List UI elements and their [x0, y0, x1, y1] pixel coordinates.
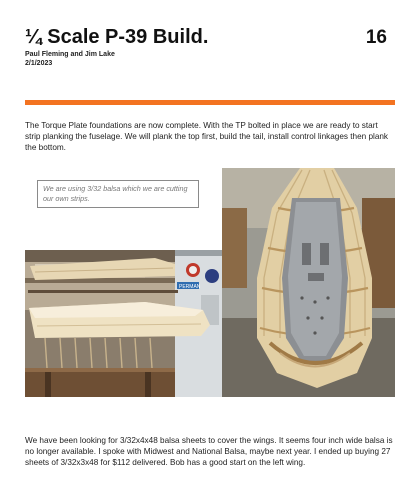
header-rule — [25, 100, 395, 105]
photo-caption-box: We are using 3/32 balsa which we are cutting our own strips. — [37, 180, 199, 208]
cabinet-sign-text: PERMAN — [179, 284, 201, 290]
fuselage-photo — [222, 168, 395, 397]
wing-sheeting-paragraph: We have been looking for 3/32x4x48 balsa sheets to cover the wings. It seems four inch wide balsa is no longer available. I spoke with Midwest and National Balsa, maybe next year. I ended up buying 27 sheets of 3/32x3x48 for $112 delivered. Bob has a good start on the left wing. — [25, 436, 393, 467]
intro-paragraph: The Torque Plate foundations are now complete. With the TP bolted in place we are ready to start strip planking the fuselage. We will plank the top first, build the tail, install control linkages then plank the bottom. — [25, 121, 389, 152]
date-line: 2/1/2023 — [25, 60, 53, 67]
page-number: 16 — [365, 27, 387, 48]
wing-build-photo — [25, 250, 222, 397]
authors-line: Paul Fleming and Jim Lake — [25, 51, 115, 58]
page-title: ¼ Scale P-39 Build. — [25, 26, 209, 48]
